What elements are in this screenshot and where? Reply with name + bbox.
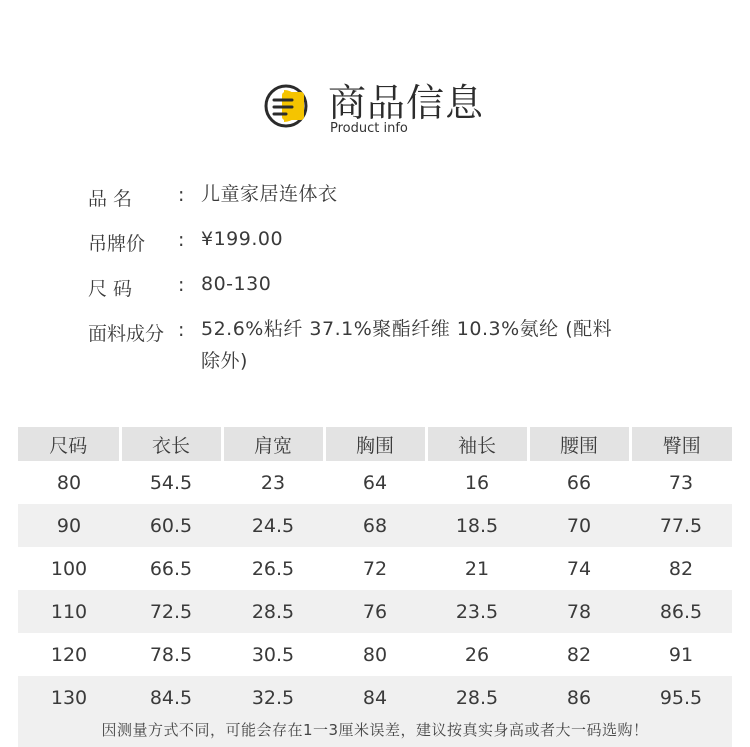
table-cell: 76 — [324, 590, 426, 633]
product-info-list — [88, 183, 688, 372]
table-cell: 84 — [324, 676, 426, 719]
table-cell: 28.5 — [222, 590, 324, 633]
table-cell: 74 — [566, 557, 592, 580]
table-cell: 72.5 — [120, 590, 222, 633]
info-value: 80-130 — [201, 273, 272, 295]
table-cell: 26.5 — [251, 557, 295, 580]
section-subtitle: Product info — [330, 121, 408, 136]
table-cell: 80 — [56, 471, 82, 494]
measurement-note: 因测量方式不同，可能会存在1一3厘米误差，建议按真实身高或者大一码选购！ — [18, 713, 732, 747]
table-cell: 86.5 — [630, 590, 732, 633]
section-header — [262, 72, 502, 142]
table-cell: 70 — [528, 504, 630, 547]
column-header: 尺码 — [18, 427, 120, 461]
column-header: 胸围 — [324, 427, 426, 461]
size-chart-table — [18, 427, 732, 719]
info-colon: : — [178, 229, 185, 251]
table-cell: 72 — [362, 557, 388, 580]
table-cell: 16 — [464, 471, 490, 494]
table-row — [18, 633, 732, 676]
info-colon: : — [178, 274, 185, 296]
table-cell: 66 — [566, 471, 592, 494]
table-cell: 60.5 — [120, 504, 222, 547]
table-cell: 64 — [362, 471, 388, 494]
info-label: 面料成分 — [88, 323, 165, 345]
table-cell: 26 — [464, 643, 490, 666]
table-cell: 21 — [464, 557, 490, 580]
table-row — [18, 504, 732, 547]
section-title: 商品信息 — [328, 81, 485, 125]
table-cell: 54.5 — [149, 471, 193, 494]
table-cell: 68 — [324, 504, 426, 547]
column-header: 肩宽 — [222, 427, 324, 461]
table-cell: 23 — [260, 471, 286, 494]
table-cell: 100 — [50, 557, 88, 580]
table-cell: 28.5 — [426, 676, 528, 719]
table-row — [18, 461, 732, 504]
table-cell: 82 — [668, 557, 694, 580]
document-list-icon — [262, 82, 310, 130]
info-label: 品 名 — [88, 188, 133, 210]
table-cell: 82 — [566, 643, 592, 666]
table-row — [18, 547, 732, 590]
table-cell: 110 — [18, 590, 120, 633]
table-cell: 32.5 — [222, 676, 324, 719]
table-row — [18, 590, 732, 633]
table-header-row — [18, 427, 732, 461]
table-cell: 30.5 — [251, 643, 295, 666]
column-header: 袖长 — [426, 427, 528, 461]
info-colon: : — [178, 319, 185, 341]
info-row-fabric — [88, 318, 688, 372]
column-header: 臀围 — [630, 427, 732, 461]
info-label: 吊牌价 — [88, 233, 146, 255]
table-cell: 86 — [528, 676, 630, 719]
table-cell: 23.5 — [426, 590, 528, 633]
table-cell: 120 — [50, 643, 88, 666]
table-cell: 24.5 — [222, 504, 324, 547]
info-colon: : — [178, 184, 185, 206]
table-cell: 18.5 — [426, 504, 528, 547]
column-header: 腰围 — [528, 427, 630, 461]
column-header: 衣长 — [120, 427, 222, 461]
table-cell: 66.5 — [149, 557, 193, 580]
info-label: 尺 码 — [88, 278, 133, 300]
info-value: ¥199.00 — [201, 228, 284, 250]
table-cell: 130 — [18, 676, 120, 719]
table-cell: 78.5 — [149, 643, 193, 666]
table-cell: 95.5 — [630, 676, 732, 719]
table-cell: 78 — [528, 590, 630, 633]
info-value: 儿童家居连体衣 — [201, 183, 338, 205]
table-cell: 80 — [362, 643, 388, 666]
info-value: 52.6%粘纤 37.1%聚酯纤维 10.3%氨纶 (配料除外) — [201, 318, 613, 372]
table-cell: 84.5 — [120, 676, 222, 719]
table-cell: 77.5 — [630, 504, 732, 547]
table-cell: 91 — [668, 643, 694, 666]
table-cell: 73 — [668, 471, 694, 494]
table-cell: 90 — [18, 504, 120, 547]
